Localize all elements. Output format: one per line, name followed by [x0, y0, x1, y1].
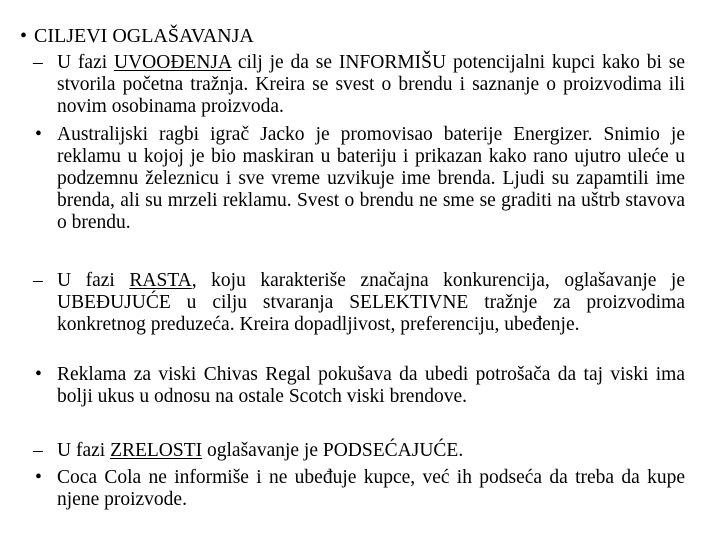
phase-lead: U fazi	[57, 52, 114, 73]
bullet-marker: •	[35, 364, 42, 385]
phase-lead: U fazi	[57, 440, 111, 461]
slide-heading	[20, 25, 700, 47]
bullet-marker: •	[20, 25, 28, 47]
example-chivas-regal	[35, 364, 685, 408]
phase-description: cilj je da se INFORMIŠU potencijalni kupci kako bi se stvorila početna tražnja. Kreira se svest o brendu i saznanje o proizvodima ili novim osobinama proizvoda.	[57, 52, 686, 117]
example-text: Reklama za viski Chivas Regal pokušava da ubedi potrošača da taj viski ima bolji ukus u odnosu na ostale Scotch viski brendove.	[57, 364, 685, 407]
phase-lead: U fazi	[57, 270, 130, 291]
example-energizer	[35, 124, 685, 234]
phase-growth	[33, 270, 685, 336]
dash-marker: –	[33, 52, 43, 73]
phase-maturity	[33, 440, 685, 462]
bullet-marker: •	[35, 467, 42, 488]
phase-name: RASTA	[129, 270, 192, 291]
example-coca-cola	[35, 467, 685, 511]
dash-marker: –	[33, 270, 43, 291]
dash-marker: –	[33, 440, 43, 461]
phase-description: , koju karakteriše značajna konkurencija, oglašavanje je UBEĐUJUĆE u cilju stvaranja SELEKTIVNE tražnje za proizvodima konkretnog preduzeća. Kreira dopadljivost, preferenciju, ubeđenje.	[57, 270, 685, 335]
example-text: Australijski ragbi igrač Jacko je promovisao baterije Energizer. Snimio je reklamu u kojoj je bio maskiran u bateriju i prikazan kako rano ujutro ulеće u podzemnu železnicu i sve vreme uzvikuje ime brenda. Ljudi su zapamtili ime brenda, ali su mrzeli reklamu. Svest o brendu ne sme se graditi na uštrb stavova o brendu.	[57, 124, 685, 233]
bullet-marker: •	[35, 124, 42, 145]
phase-introduction	[33, 52, 686, 118]
phase-description: oglašavanje je PODSEĆAJUĆE.	[202, 440, 464, 461]
example-text: Coca Cola ne informiše i ne ubeđuje kupce, već ih podseća da treba da kupe njene proizvode.	[57, 467, 685, 510]
phase-name: UVOOĐENJA	[114, 52, 231, 73]
phase-name: ZRELOSTI	[110, 440, 203, 461]
heading-text: CILJEVI OGLAŠAVANJA	[34, 25, 254, 47]
